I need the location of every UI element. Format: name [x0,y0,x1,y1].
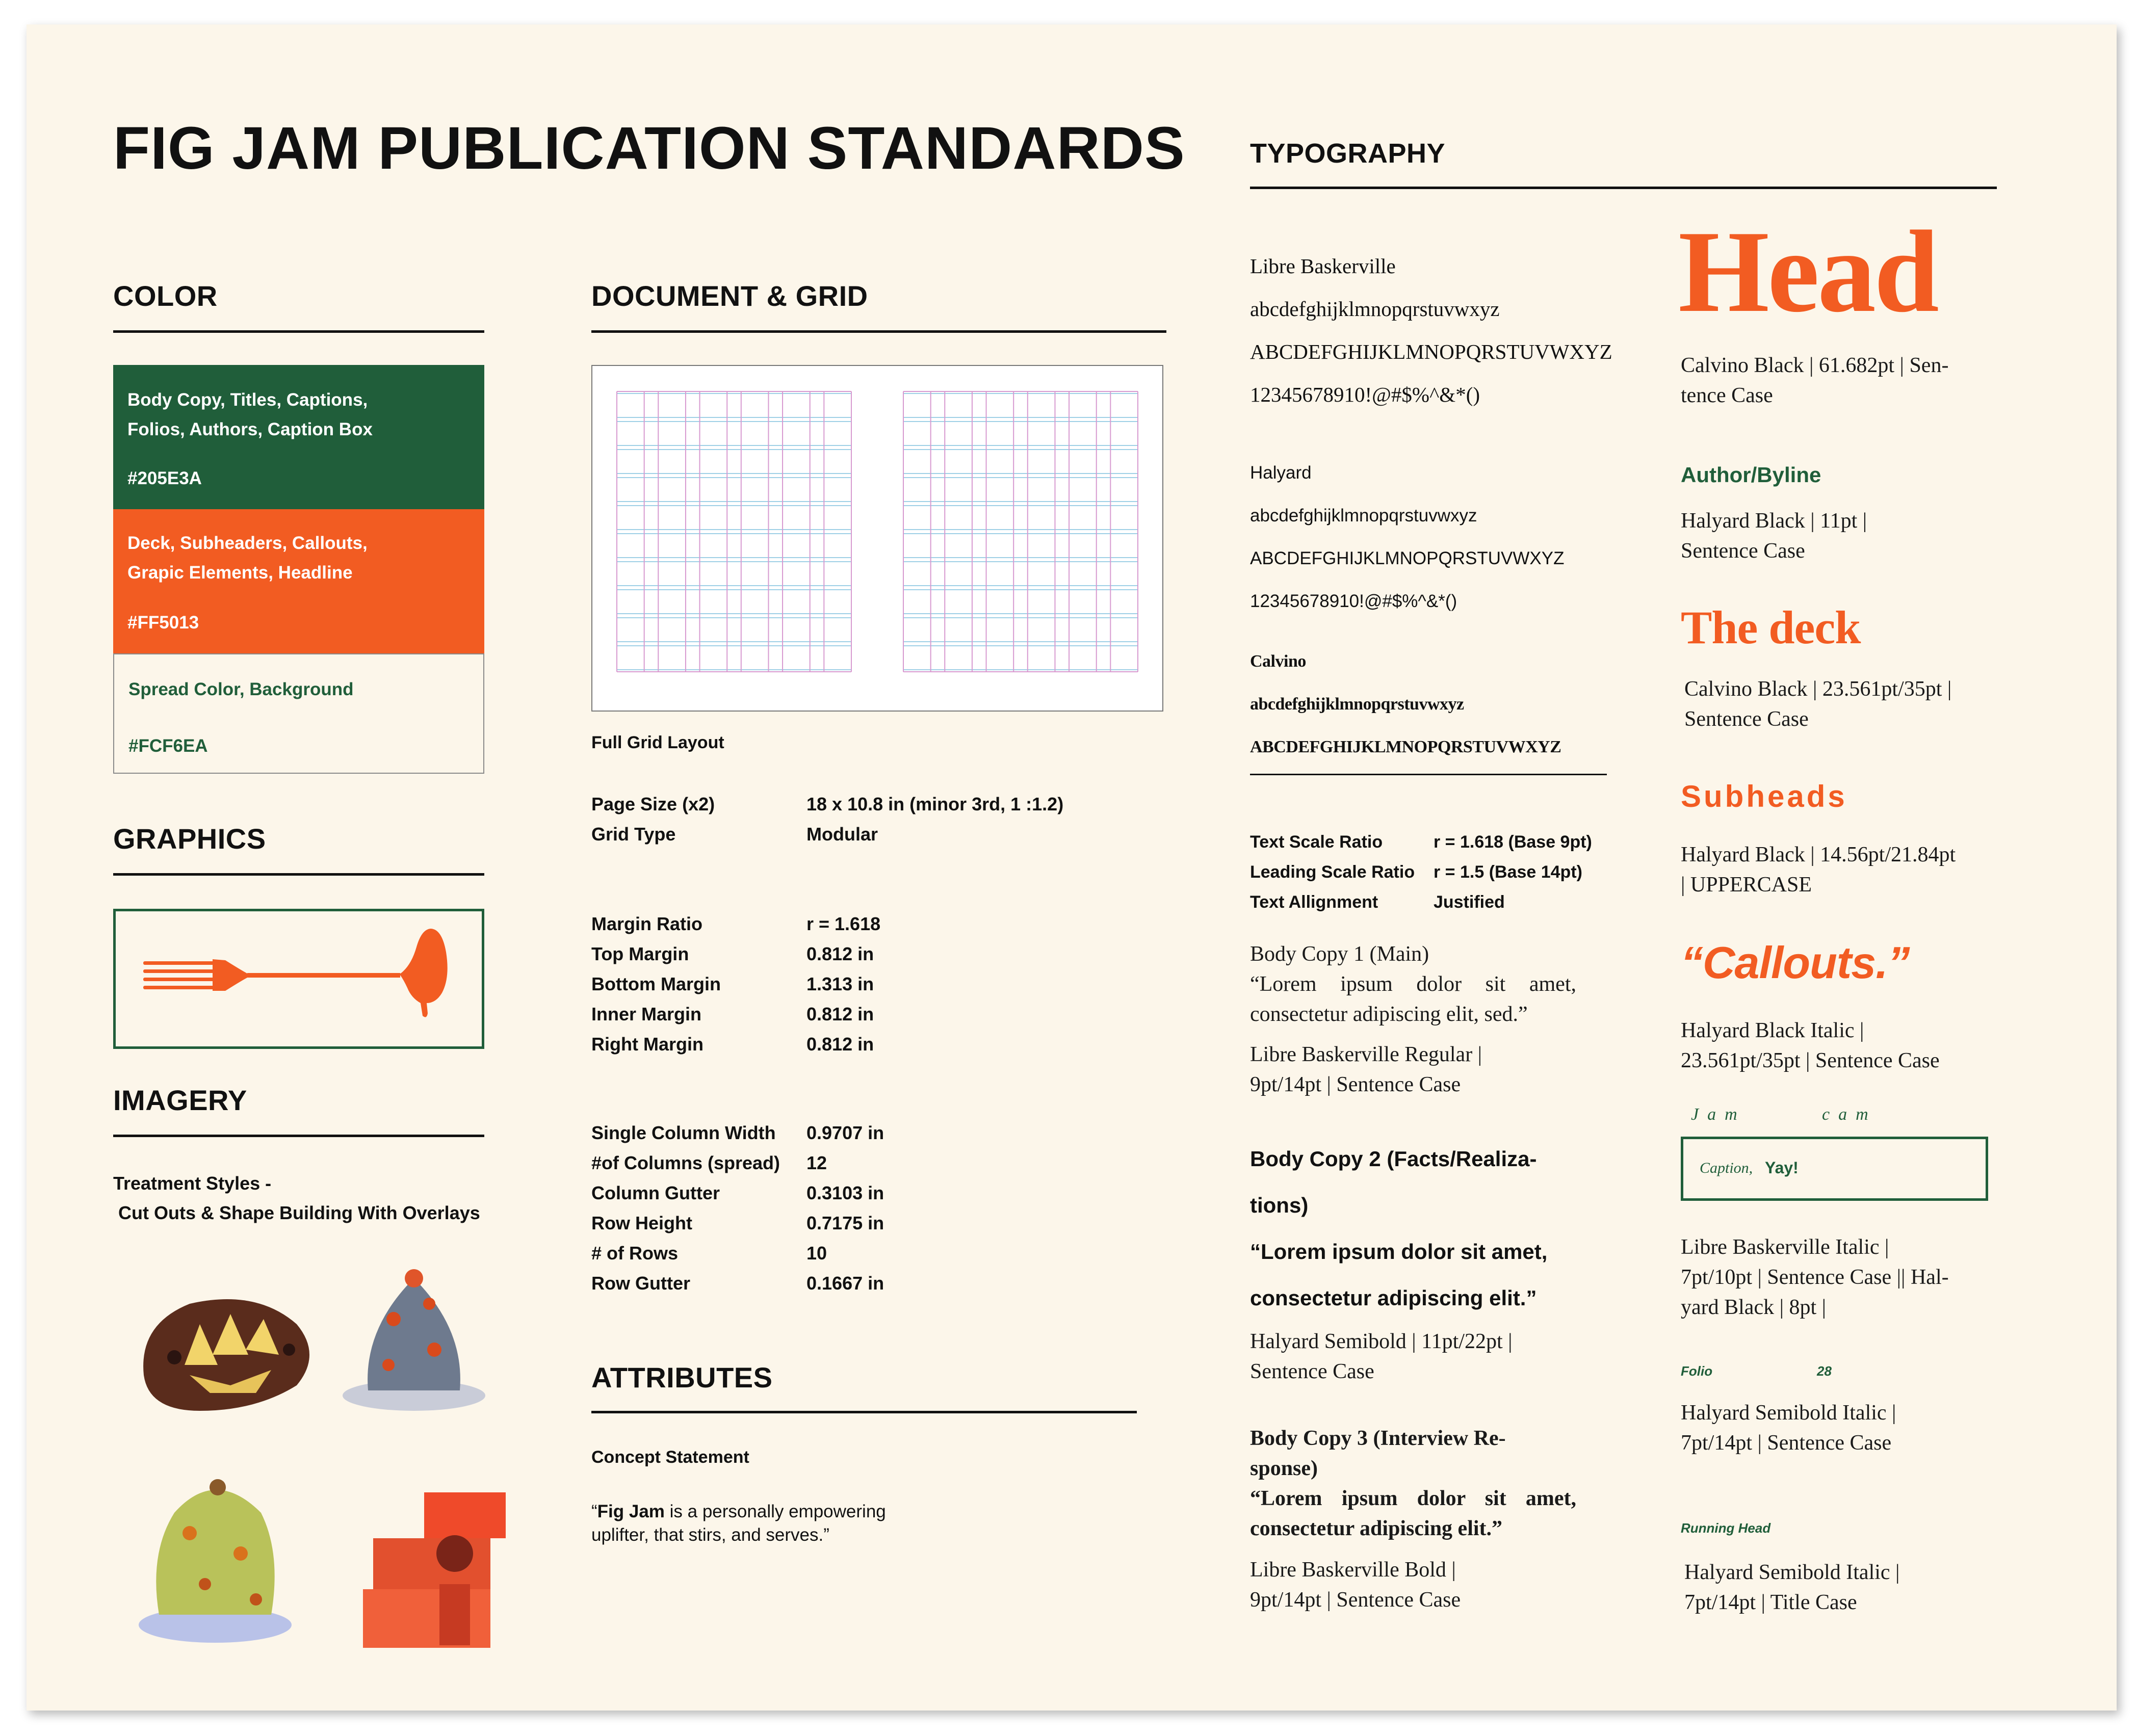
body2-spec [1250,1327,1576,1387]
body1-title: Body Copy 1 (Main) [1250,942,1429,966]
body1-quote-2: consectetur adipiscing elit, sed.” [1250,1003,1528,1026]
doc-key: Inner Margin [591,1004,702,1024]
caption-spec-3: yard Black | 8pt | [1681,1296,1827,1319]
green-cake-image [139,1479,292,1643]
doc-value: 18 x 10.8 in (minor 3rd, 1 :1.2) [806,794,1064,814]
font-uppercase: ABCDEFGHIJKLMNOPQRSTUVWXYZ [1250,340,1612,363]
swatch-cream [113,653,484,774]
scale-table [1250,827,1592,917]
doc-key: Row Gutter [591,1273,690,1294]
doc-key: Row Height [591,1213,692,1233]
doc-row [591,1268,884,1298]
document-heading: DOCUMENT & GRID [591,280,868,312]
doc-value: r = 1.618 [806,913,881,934]
doc-key: Single Column Width [591,1122,776,1143]
doc-value: 0.3103 in [806,1182,884,1203]
body-copy-3 [1250,1424,1576,1615]
body-copy-2 [1250,1136,1581,1321]
scale-value: r = 1.5 (Base 14pt) [1434,862,1582,882]
quote-rest: is a personally empowering [664,1502,886,1521]
doc-row [591,909,880,939]
page-title: FIG JAM PUBLICATION STANDARDS [113,115,1185,182]
concept-label: Concept Statement [591,1448,749,1467]
fig-tart-image [143,1299,309,1411]
doc-value: 0.812 in [806,1004,874,1024]
swatch-green-label-2: Folios, Authors, Caption Box [127,419,373,439]
imagery-rule [113,1135,484,1137]
running-head-spec [1684,1558,1899,1618]
swatch-orange-label-1: Deck, Subheaders, Callouts, [127,533,368,553]
imagery-collage [128,1248,536,1666]
swatch-green-hex: #205E3A [127,468,202,488]
head-sample: Head [1678,206,1937,336]
doc-key: # of Rows [591,1243,679,1264]
doc-value: 0.812 in [806,943,874,964]
baskerville-specimen [1250,245,1612,416]
body2-quote-2: consectetur adipiscing elit.” [1250,1286,1537,1310]
document-rule [591,330,1166,333]
doc-row [591,819,1063,849]
doc-value: 0.812 in [806,1034,874,1055]
doc-group-3 [591,1118,884,1298]
doc-group-2 [591,909,880,1059]
body1-spec-1: Libre Baskerville Regular | [1250,1043,1482,1066]
scale-row [1250,827,1592,857]
font-lowercase: abcdefghijklmnopqrstuvwxyz [1250,297,1500,321]
doc-row [591,939,880,969]
author-spec-2: Sentence Case [1681,539,1805,563]
head-spec-2: tence Case [1681,384,1773,407]
body2-title-1: Body Copy 2 (Facts/Realiza- [1250,1147,1537,1171]
caption-spaced-1: J a m [1691,1105,1737,1124]
graphics-rule [113,873,484,876]
subheads-spec [1681,840,1956,900]
body3-quote-1: “Lorem ipsum dolor sit amet, [1250,1487,1576,1510]
doc-row [591,1178,884,1208]
scale-key: Leading Scale Ratio [1250,862,1415,882]
body1-spec-2: 9pt/14pt | Sentence Case [1250,1073,1461,1096]
caption-spec-2: 7pt/10pt | Sentence Case || Hal- [1681,1266,1949,1289]
graphics-heading: GRAPHICS [113,823,266,855]
font-numerals: 12345678910!@#$%^&*() [1250,591,1457,611]
running-spec-1: Halyard Semibold Italic | [1684,1561,1900,1584]
body3-spec-1: Libre Baskerville Bold | [1250,1558,1456,1582]
body3-spec-2: 9pt/14pt | Sentence Case [1250,1588,1461,1612]
callouts-sample: “Callouts.” [1681,937,1910,988]
deck-spec-1: Calvino Black | 23.561pt/35pt | [1684,677,1952,701]
font-lowercase: abcdefghijklmnopqrstuvwxyz [1250,506,1477,525]
swatch-green-label-1: Body Copy, Titles, Captions, [127,390,368,410]
body2-quote-1: “Lorem ipsum dolor sit amet, [1250,1240,1548,1264]
typography-heading: TYPOGRAPHY [1250,138,1446,169]
doc-value: Modular [806,824,878,845]
doc-key: #of Columns (spread) [591,1152,780,1173]
doc-value: 0.1667 in [806,1273,884,1294]
folio-spec-1: Halyard Semibold Italic | [1681,1401,1896,1425]
quote-open: “ [591,1502,597,1521]
concept-statement [591,1500,886,1547]
body1-quote-1: “Lorem ipsum dolor sit amet, [1250,972,1576,996]
doc-key: Right Margin [591,1034,704,1055]
head-spec-1: Calvino Black | 61.682pt | Sen- [1681,354,1949,377]
scale-row [1250,887,1592,917]
deck-spec-2: Sentence Case [1684,707,1809,731]
scale-value: Justified [1434,892,1505,912]
scale-row [1250,857,1592,887]
swatch-cream-hex: #FCF6EA [128,736,208,756]
flower-cake-image [343,1269,485,1411]
doc-key: Margin Ratio [591,913,703,934]
caption-spec [1681,1232,1949,1323]
caption-box [1681,1137,1988,1201]
fork-spoon-graphic [116,911,482,1046]
font-numerals: 12345678910!@#$%^&*() [1250,383,1480,406]
body2-spec-2: Sentence Case [1250,1360,1374,1383]
doc-row [591,1208,884,1238]
deck-sample: The deck [1681,601,1861,653]
doc-key: Top Margin [591,943,689,964]
author-spec [1681,506,1867,566]
grid-caption: Full Grid Layout [591,733,724,752]
doc-value: 12 [806,1152,827,1173]
caption-bold: Yay! [1765,1159,1799,1177]
graphics-box [113,909,484,1049]
red-collage-image [363,1492,506,1648]
swatch-orange-hex: #FF5013 [127,613,199,633]
body2-title-2: tions) [1250,1193,1309,1217]
grid-layout-diagram [592,366,1162,711]
swatch-orange-label-2: Grapic Elements, Headline [127,563,353,583]
font-lowercase: abcdefghijklmnopqrstuvwxyz [1250,695,1464,714]
grid-preview [591,365,1163,712]
doc-row [591,1118,884,1148]
swatch-cream-label: Spread Color, Background [128,679,354,699]
folio-spec [1681,1398,1896,1458]
doc-row [591,969,880,999]
folio-number: 28 [1817,1363,1832,1379]
attributes-rule [591,1411,1137,1413]
caption-spaced-2: c a m [1822,1105,1868,1124]
folio-spec-2: 7pt/14pt | Sentence Case [1681,1431,1892,1455]
scale-key: Text Scale Ratio [1250,832,1383,852]
head-spec [1681,351,1948,411]
doc-key: Grid Type [591,824,676,845]
subheads-sample: Subheads [1681,779,1847,813]
doc-key: Column Gutter [591,1182,720,1203]
doc-row [591,1148,884,1178]
caption-italic: Caption, [1700,1160,1753,1176]
running-spec-2: 7pt/14pt | Title Case [1684,1591,1857,1614]
callouts-spec-2: 23.561pt/35pt | Sentence Case [1681,1049,1940,1072]
halyard-specimen [1250,452,1564,623]
body3-quote-2: consectetur adipiscing elit.” [1250,1517,1503,1540]
doc-key: Bottom Margin [591,974,721,994]
color-rule [113,330,484,333]
treatment-line-2: Cut Outs & Shape Building With Overlays [118,1202,480,1223]
body-copy-1 [1250,939,1576,1100]
imagery-heading: IMAGERY [113,1084,247,1116]
doc-row [591,789,1063,819]
scale-value: r = 1.618 (Base 9pt) [1434,832,1592,852]
running-head-label: Running Head [1681,1520,1771,1536]
author-sample: Author/Byline [1681,463,1821,487]
doc-group-1 [591,789,1063,849]
doc-value: 0.9707 in [806,1122,884,1143]
font-name: Halyard [1250,463,1312,483]
doc-key: Page Size (x2) [591,794,715,814]
swatch-orange [113,509,484,653]
subheads-spec-1: Halyard Black | 14.56pt/21.84pt [1681,843,1956,866]
quote-brand: Fig Jam [597,1502,665,1521]
font-uppercase: ABCDEFGHIJKLMNOPQRSTUVWXYZ [1250,548,1565,568]
doc-value: 0.7175 in [806,1213,884,1233]
doc-row [591,1238,884,1268]
font-name: Calvino [1250,652,1306,671]
deck-spec [1684,674,1951,734]
folio-label: Folio [1681,1363,1713,1379]
caption-spec-1: Libre Baskerville Italic | [1681,1235,1889,1259]
callouts-spec [1681,1016,1940,1076]
doc-value: 1.313 in [806,974,874,994]
subheads-spec-2: | UPPERCASE [1681,873,1812,897]
typography-rule [1250,187,1997,189]
author-spec-1: Halyard Black | 11pt | [1681,509,1867,533]
font-name: Libre Baskerville [1250,254,1396,278]
quote-line-2: uplifter, that stirs, and serves.” [591,1525,829,1545]
typography-divider [1250,774,1607,775]
doc-row [591,1029,880,1059]
font-uppercase: ABCDEFGHIJKLMNOPQRSTUVWXYZ [1250,738,1561,756]
body2-spec-1: Halyard Semibold | 11pt/22pt | [1250,1330,1513,1353]
calvino-specimen [1250,640,1561,769]
color-heading: COLOR [113,280,218,312]
doc-value: 10 [806,1243,827,1264]
callouts-spec-1: Halyard Black Italic | [1681,1019,1864,1042]
body3-title-2: sponse) [1250,1457,1318,1480]
treatment-line-1: Treatment Styles - [113,1173,272,1194]
swatch-green [113,365,484,509]
doc-row [591,999,880,1029]
body3-title-1: Body Copy 3 (Interview Re- [1250,1427,1506,1450]
scale-key: Text Allignment [1250,892,1378,912]
standards-sheet [27,24,2117,1711]
attributes-heading: ATTRIBUTES [591,1361,773,1393]
